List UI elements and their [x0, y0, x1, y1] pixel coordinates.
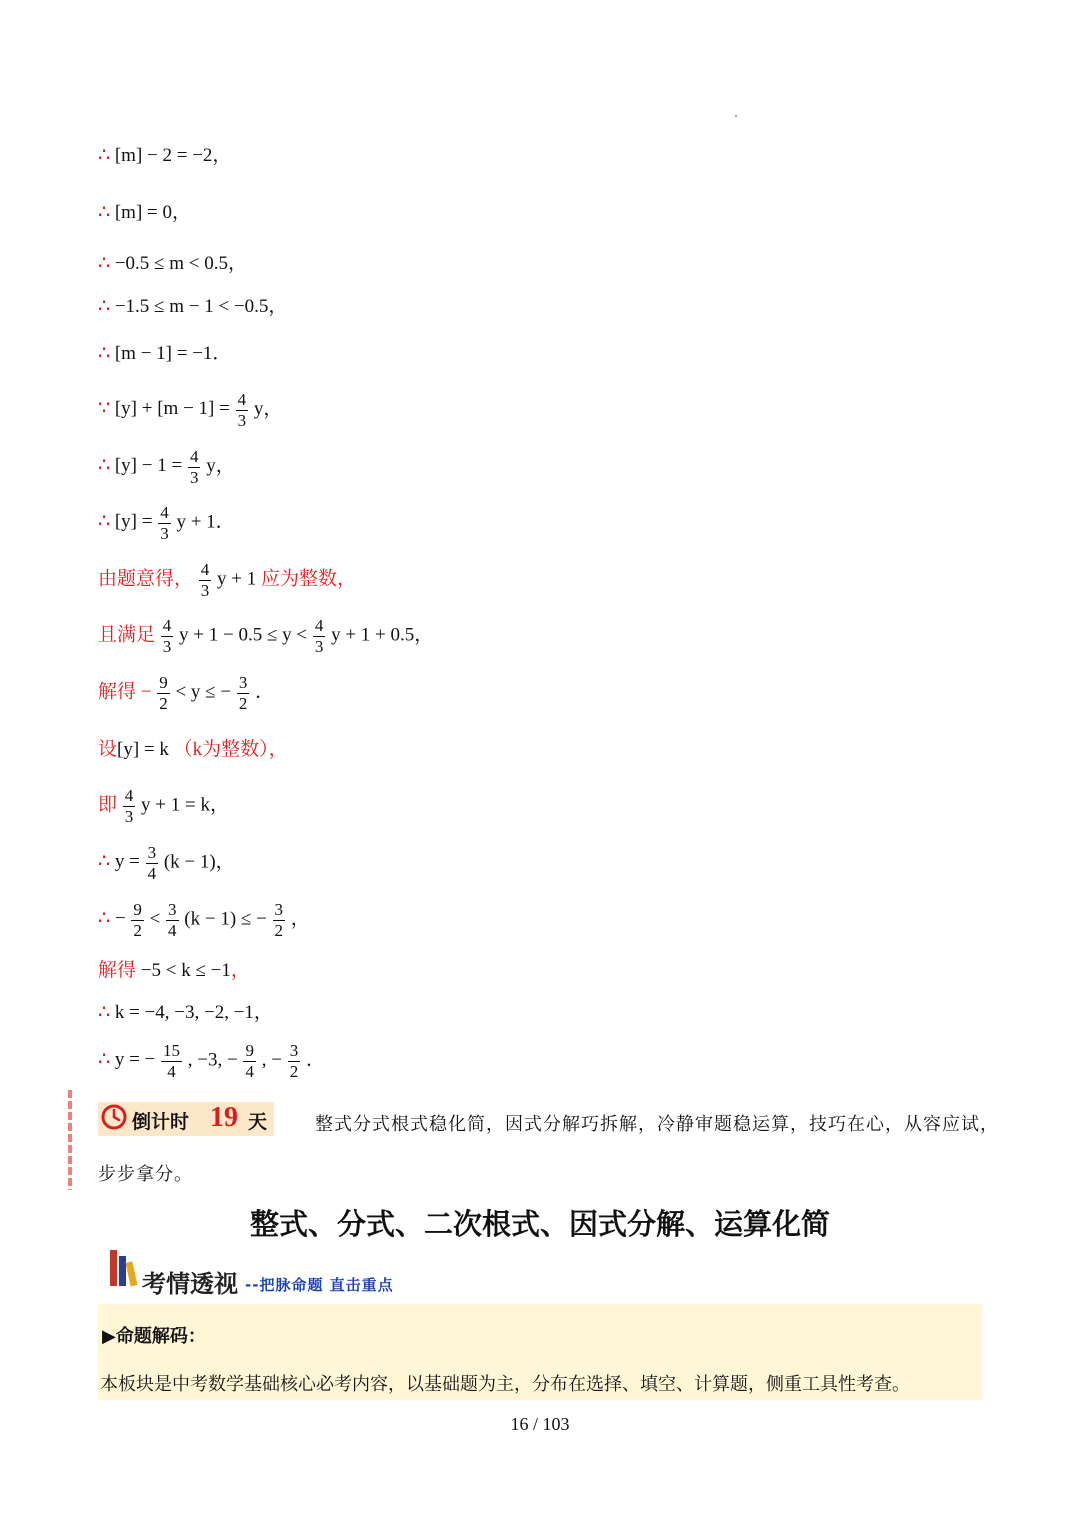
step-7	[98, 447, 235, 487]
clock-icon	[100, 1103, 128, 1131]
step-16-math: −5 < k ≤ −1	[140, 960, 231, 981]
step-16	[98, 961, 250, 980]
step-2	[98, 203, 191, 222]
motto-line-1: 整式分式根式稳化简，因式分解巧拆解，冷静审题稳运算，技巧在心，从容应试，	[315, 1114, 999, 1135]
step-14-post: (k − 1)，	[163, 851, 235, 873]
step-4	[98, 297, 287, 316]
fraction-3-4: $\frac{3}{4}$	[168, 900, 177, 940]
step-14	[98, 843, 235, 883]
step-12-mid: [y] = k	[117, 739, 169, 760]
fraction-3-2: $\frac{3}{2}$	[274, 900, 284, 940]
kaoqing-subtitle: --把脉命题 直击重点	[245, 1276, 394, 1294]
step-12-k: （k	[173, 739, 203, 760]
fraction-4-3: $\frac{4}{3}$	[124, 786, 134, 826]
step-18-a: , −3, −	[187, 1049, 238, 1071]
countdown-unit: 天	[248, 1111, 268, 1133]
books-icon	[108, 1248, 144, 1288]
step-13-pre: 即	[98, 794, 118, 816]
countdown-number: 19	[210, 1102, 238, 1133]
step-12	[98, 740, 288, 759]
countdown-badge	[98, 1102, 274, 1136]
step-15-mid1: <	[149, 908, 161, 930]
step-11-post: ．	[255, 681, 275, 703]
step-12-post: 为整数），	[202, 739, 288, 760]
fraction-4-3: $\frac{4}{3}$	[237, 390, 247, 430]
step-4-text: ∴ −1.5 ≤ m − 1 < −0.5，	[98, 295, 288, 317]
step-12-pre: 设	[98, 739, 118, 760]
step-15-post: ，	[290, 908, 310, 930]
step-10-post: y + 1 + 0.5，	[331, 624, 434, 646]
fraction-4-3: $\frac{4}{3}$	[160, 503, 169, 543]
step-1: ∴ [m] − 2 = −2，	[98, 144, 232, 166]
step-7-pre: ∴ [y] − 1 =	[98, 454, 183, 477]
page-number: 16 / 103	[510, 1414, 570, 1434]
step-6-pre: ∵ [y] + [m − 1] =	[98, 397, 230, 420]
step-9-post: 应为整数，	[260, 568, 356, 590]
kaoqing-title: 考情透视	[142, 1270, 238, 1298]
step-15	[98, 900, 310, 940]
fraction-4-3: $\frac{4}{3}$	[200, 560, 210, 600]
step-17	[98, 1003, 273, 1022]
fraction-3-4: $\frac{3}{4}$	[147, 843, 157, 883]
step-16-pre: 解得	[98, 960, 137, 981]
step-15-mid2: (k − 1) ≤ −	[184, 908, 267, 930]
scan-dot	[735, 115, 737, 117]
step-18-pre: ∴ y = −	[98, 1048, 156, 1071]
step-10	[98, 616, 433, 656]
step-3	[98, 254, 247, 273]
fraction-4-3: $\frac{4}{3}$	[314, 616, 324, 656]
fraction-15-4: $\frac{15}{4}$	[163, 1041, 181, 1081]
step-9	[98, 560, 356, 600]
step-16-post: ，	[230, 960, 250, 981]
info-heading: ▶命题解码：	[102, 1326, 206, 1347]
step-7-post: y，	[206, 455, 235, 477]
step-17-text: ∴ k = −4, −3, −2, −1，	[98, 1001, 273, 1023]
step-5	[98, 344, 231, 363]
fraction-3-2: $\frac{3}{2}$	[238, 673, 248, 713]
motto-line-2: 步步拿分。	[98, 1164, 193, 1185]
step-9-pre: 由题意得，	[98, 568, 194, 590]
fraction-9-4: $\frac{9}{4}$	[245, 1041, 254, 1081]
step-6-post: y，	[253, 398, 283, 420]
countdown-side-bar	[68, 1090, 72, 1190]
step-8-post: y + 1．	[176, 511, 235, 533]
step-11	[98, 673, 274, 713]
step-11-pre: 解得 −	[98, 681, 152, 703]
fraction-4-3: $\frac{4}{3}$	[162, 616, 172, 656]
step-10-pre: 且满足	[98, 624, 156, 646]
step-8-pre: ∴ [y] =	[98, 510, 153, 533]
fraction-4-3: $\frac{4}{3}$	[189, 447, 199, 487]
step-13	[98, 786, 229, 826]
step-2-text: ∴ [m] = 0，	[98, 201, 191, 223]
step-15-pre: ∴ −	[98, 907, 126, 930]
step-10-mid: y + 1 − 0.5 ≤ y <	[179, 624, 308, 646]
step-11-mid: < y ≤ −	[175, 681, 232, 703]
info-body: 本板块是中考数学基础核心必考内容，以基础题为主，分布在选择、填空、计算题，侧重工具性考查。	[100, 1374, 910, 1395]
fraction-9-2: $\frac{9}{2}$	[159, 673, 168, 713]
step-3-text: ∴ −0.5 ≤ m < 0.5，	[98, 252, 247, 274]
step-6	[98, 390, 282, 430]
step-18-b: , −	[261, 1049, 282, 1071]
fraction-9-2: $\frac{9}{2}$	[133, 900, 142, 940]
step-13-post: y + 1 = k，	[141, 794, 229, 816]
countdown-label: 倒计时	[132, 1111, 190, 1133]
step-1-text: [m] − 2 = −2，	[114, 145, 232, 166]
step-8	[98, 503, 235, 543]
info-box	[98, 1304, 982, 1400]
step-5-text: ∴ [m − 1] = −1．	[98, 342, 232, 364]
fraction-3-2: $\frac{3}{2}$	[289, 1041, 299, 1081]
step-18-post: ．	[305, 1049, 325, 1071]
section-title: 整式、分式、二次根式、因式分解、运算化简	[249, 1207, 830, 1241]
step-18	[98, 1041, 325, 1081]
step-9-mid: y + 1	[217, 568, 257, 590]
step-14-pre: ∴ y =	[98, 850, 140, 873]
